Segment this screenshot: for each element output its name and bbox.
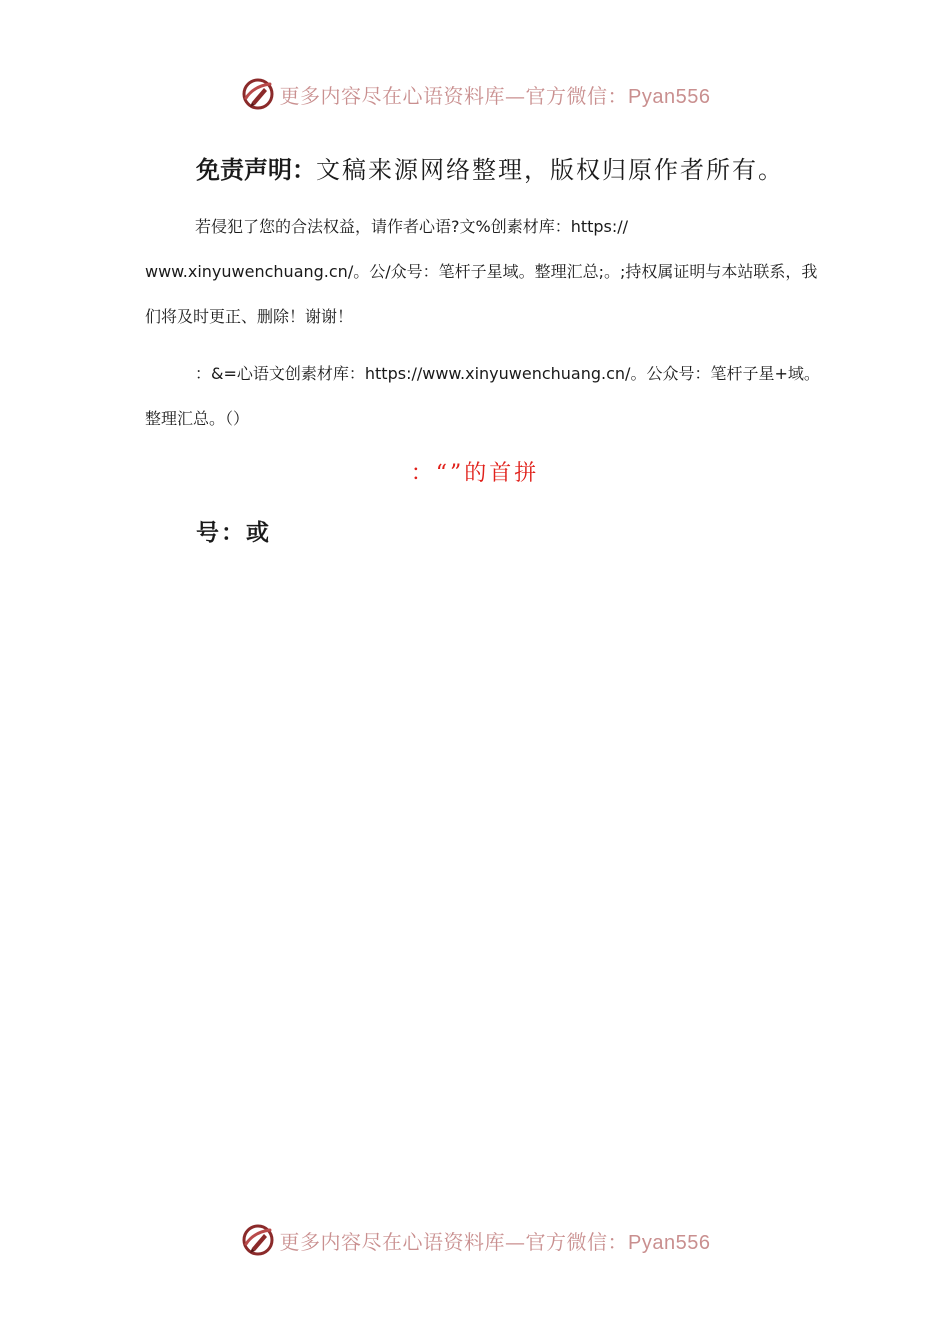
source-paragraph — [145, 351, 825, 441]
footer-wechat-id: Pyan556 — [628, 1231, 711, 1254]
header-banner — [0, 72, 950, 116]
bold-heading-line: 号：或 — [196, 520, 271, 546]
header-banner-text — [280, 80, 711, 109]
disclaimer-heading — [196, 150, 784, 185]
copyright-notice-text: 若侵犯了您的合法权益，请作者心语?文%创素材库：https:// www.xinyuwenchuang.cn/。公/众号：笔杆子星域。整理汇总;。;持权属证明与本站联系，我们将及时更正、删除！谢谢！ — [145, 217, 818, 326]
footer-banner-text — [280, 1226, 711, 1255]
disclaimer-text: 文稿来源网络整理，版权归原作者所有。 — [316, 156, 784, 184]
red-centered-line: ：“”的首拼 — [410, 461, 540, 486]
pen-logo-icon — [240, 1222, 276, 1258]
pen-logo-icon — [240, 76, 276, 112]
header-banner-label: 更多内容尽在心语资料库—官方微信： — [279, 83, 629, 108]
header-wechat-id: Pyan556 — [628, 85, 711, 108]
disclaimer-label: 免责声明： — [196, 156, 316, 184]
footer-banner-label: 更多内容尽在心语资料库—官方微信： — [279, 1229, 629, 1254]
copyright-notice-paragraph — [145, 204, 825, 339]
source-text: ：&=心语文创素材库：https://www.xinyuwenchuang.cn/。公众号：笔杆子星+域。整理汇总。（） — [145, 364, 820, 428]
footer-banner — [0, 1218, 950, 1262]
